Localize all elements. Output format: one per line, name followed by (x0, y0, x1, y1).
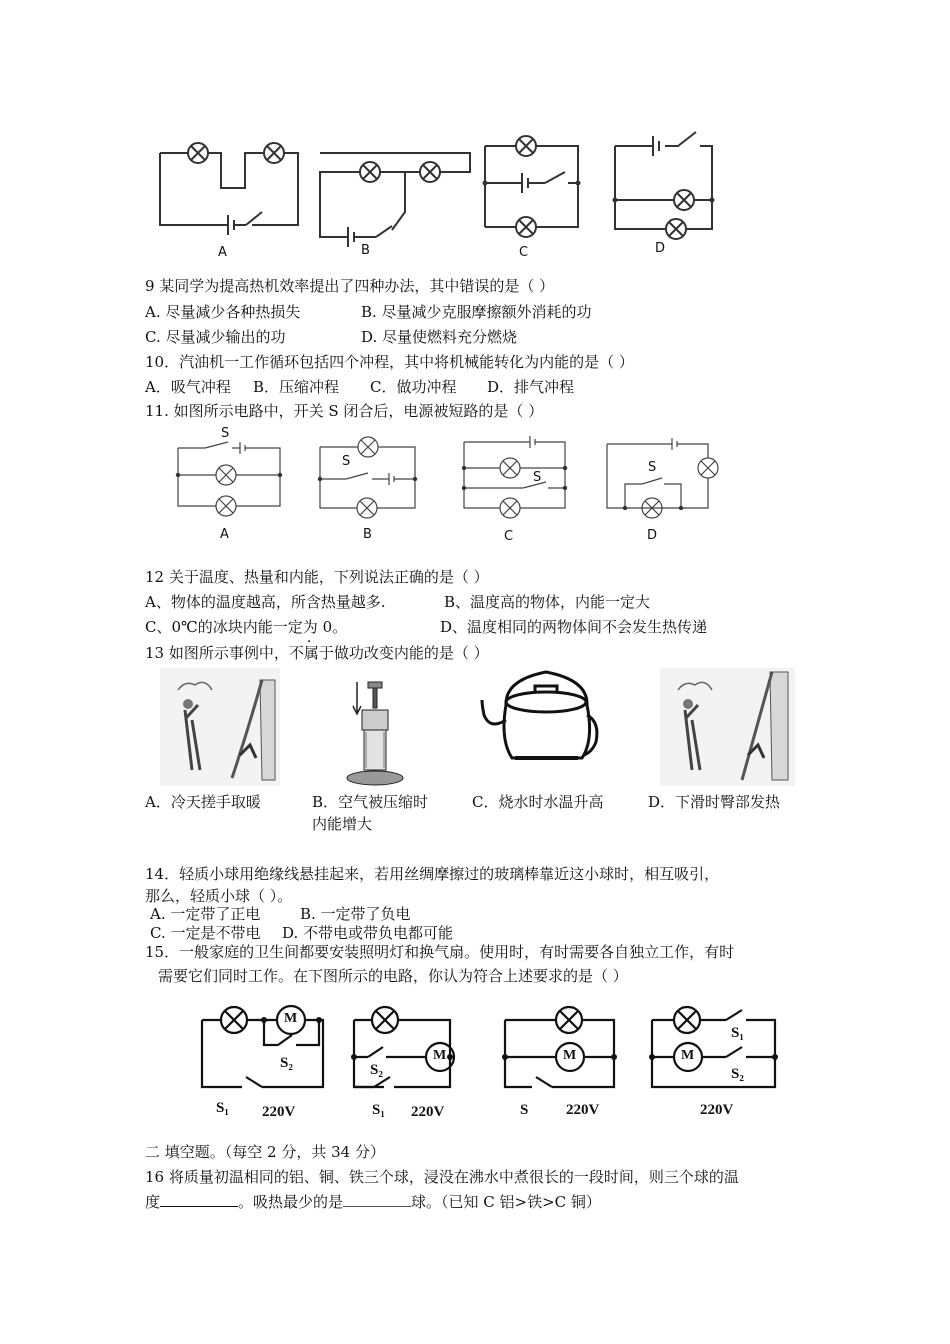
q14-option-a: A. 一定带了正电 (150, 905, 261, 923)
q9-fig-label-a: A (218, 245, 227, 260)
q16-line1: 16 将质量初温相同的铝、铜、铁三个球，浸没在沸水中煮很长的一段时间，则三个球的温 (145, 1168, 739, 1186)
q12-stem: 12 关于温度、热量和内能，下列说法正确的是（ ） (145, 568, 489, 586)
q11-fig-label-c: C (504, 529, 514, 544)
q13-stem-pre: 13 如图所示事例中， (145, 644, 289, 662)
q15-s2-a: S₂ (280, 1055, 293, 1071)
rubbing-hands-picture (160, 668, 280, 786)
q10-option-d: D．排气冲程 (487, 378, 575, 396)
q11-circuit-figures (0, 420, 950, 550)
q16-blank-2[interactable] (343, 1192, 411, 1207)
q15-circuit-figures (0, 995, 950, 1125)
q14-option-b: B. 一定带了负电 (300, 905, 411, 923)
section2-heading: 二 填空题。（每空 2 分，共 34 分） (145, 1143, 385, 1161)
q16-blank-1[interactable] (160, 1192, 238, 1207)
q14-option-c: C. 一定是不带电 (150, 924, 261, 942)
q13-option-c: C．烧水时水温升高 (472, 793, 604, 811)
q15-stem-line1: 15．一般家庭的卫生间都要安装照明灯和换气扇。使用时，有时需要各自独立工作，有时 (145, 943, 735, 961)
q11-fig-label-b: B (363, 527, 372, 542)
q10-option-c: C．做功冲程 (370, 378, 457, 396)
kettle-picture (482, 672, 597, 758)
q8-circuit-figures (0, 0, 950, 270)
q15-s2-d: S₂ (731, 1066, 744, 1082)
q15-voltage-c: 220V (566, 1102, 600, 1118)
q12-option-a: A、物体的温度越高，所含热量越多. (145, 593, 386, 611)
q14-stem-line2: 那么，轻质小球（ ）。 (145, 887, 293, 905)
q13-option-b: B．空气被压缩时 (312, 793, 429, 811)
q13-option-d: D．下滑时臀部发热 (648, 793, 781, 811)
q9-option-a: A. 尽量减少各种热损失 (145, 303, 301, 321)
q16-line2-c: 球。（已知 C 铝>铁>C 铜） (411, 1193, 601, 1211)
q9-option-b: B. 尽量减少克服摩擦额外消耗的功 (361, 303, 592, 321)
q15-voltage-a: 220V (262, 1104, 296, 1120)
q15-voltage-d: 220V (700, 1102, 734, 1118)
q9-fig-label-b: B (361, 243, 370, 258)
q12-option-c: C、0℃的冰块内能一定为 0。 (145, 618, 348, 636)
q15-motor-c: M (563, 1048, 577, 1063)
q11-switch-label-a: S (221, 426, 230, 441)
q10-stem: 10．汽油机一工作循环包括四个冲程，其中将机械能转化为内能的是（ ） (145, 353, 634, 371)
q12-option-d: D、温度相同的两物体间不会发生热传递 (440, 618, 708, 636)
q11-switch-label-c: S (533, 470, 542, 485)
q9-fig-label-c: C (519, 245, 529, 260)
q15-motor-b: M (433, 1048, 447, 1063)
q15-stem-line2: 需要它们同时工作。在下图所示的电路，你认为符合上述要求的是（ ） (158, 967, 628, 985)
q11-switch-label-d: S (648, 460, 657, 475)
q12-option-b: B、温度高的物体，内能一定大 (444, 593, 651, 611)
q15-s-c: S (520, 1102, 529, 1118)
q11-switch-label-b: S (342, 454, 351, 469)
q14-stem-line1: 14．轻质小球用绝缘线悬挂起来，若用丝绸摩擦过的玻璃棒靠近这小球时，相互吸引， (145, 865, 720, 883)
q13-option-a: A．冷天搓手取暖 (145, 793, 261, 811)
q15-s1-a: S₁ (216, 1100, 229, 1116)
q11-stem: 11. 如图所示电路中，开关 S 闭合后，电源被短路的是（ ） (145, 402, 544, 420)
q10-option-b: B．压缩冲程 (253, 378, 340, 396)
q16-line2-b: 。吸热最少的是 (238, 1193, 344, 1211)
q13-stem-post: 做功改变内能的是（ ） (333, 644, 489, 662)
q10-option-a: A．吸气冲程 (145, 378, 231, 396)
q16-line2-a: 度 (145, 1193, 161, 1211)
q11-fig-label-a: A (220, 527, 229, 542)
q15-s1-b: S₁ (372, 1102, 385, 1118)
q15-voltage-b: 220V (411, 1104, 445, 1120)
q13-pictures (0, 660, 950, 790)
q9-fig-label-d: D (655, 241, 666, 256)
q9-stem: 9 某同学为提高热机效率提出了四种办法，其中错误的是（ ） (145, 277, 555, 295)
slide-picture (660, 668, 795, 786)
air-compression-picture (347, 682, 403, 785)
q15-s2-b: S₂ (370, 1062, 383, 1078)
q13-stem-emphasis: 不属于 (288, 644, 334, 662)
q15-s1-d: S₁ (731, 1025, 744, 1041)
q15-motor-d: M (681, 1048, 695, 1063)
q13-option-b-cont: 内能增大 (312, 815, 373, 833)
q15-motor-a: M (284, 1011, 298, 1026)
q16-line2 (145, 1192, 601, 1212)
q9-option-d: D. 尽量使燃料充分燃烧 (361, 328, 518, 346)
q14-option-d: D. 不带电或带负电都可能 (282, 924, 454, 942)
q11-fig-label-d: D (647, 528, 658, 543)
q9-option-c: C. 尽量减少输出的功 (145, 328, 286, 346)
